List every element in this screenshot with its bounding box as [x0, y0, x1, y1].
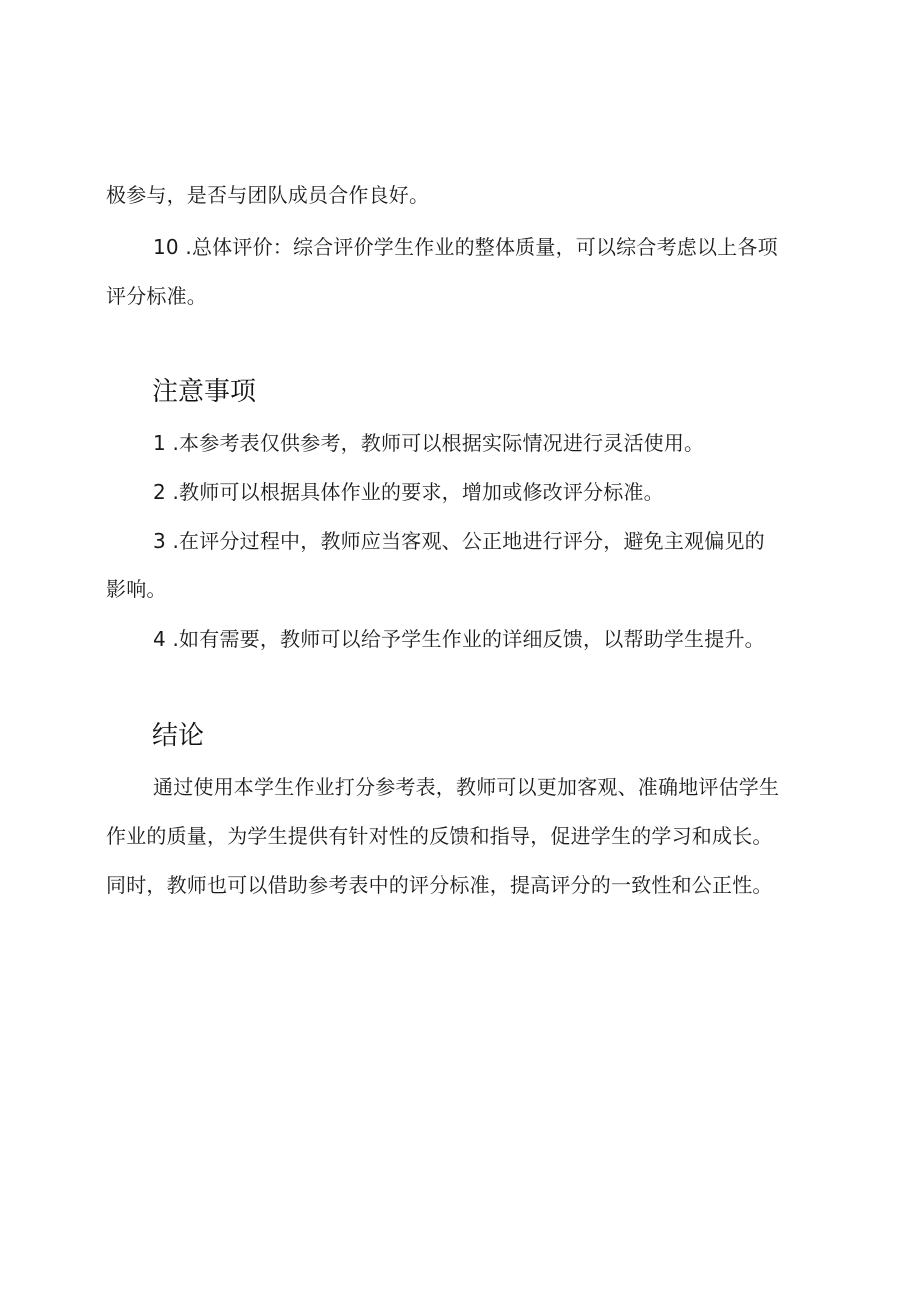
- conclusion-line-3: 同时，教师也可以借助参考表中的评分标准，提高评分的一致性和公正性。: [106, 873, 773, 897]
- conclusion-line-1: 通过使用本学生作业打分参考表，教师可以更加客观、准确地评估学生: [153, 775, 780, 799]
- notes-item-3-line-2: 影响。: [106, 577, 167, 601]
- item-10-line-1: 10 .总体评价：综合评价学生作业的整体质量，可以综合考虑以上各项: [153, 235, 778, 259]
- notes-item-3-line-1: 3 .在评分过程中，教师应当客观、公正地进行评分，避免主观偏见的: [153, 529, 765, 553]
- notes-item-4: 4 .如有需要，教师可以给予学生作业的详细反馈，以帮助学生提升。: [153, 627, 765, 651]
- notes-item-2: 2 .教师可以根据具体作业的要求，增加或修改评分标准。: [153, 480, 664, 504]
- conclusion-heading: 结论: [152, 721, 205, 751]
- continuation-text: 极参与，是否与团队成员合作良好。: [106, 183, 430, 207]
- item-10-line-2: 评分标准。: [106, 284, 207, 308]
- notes-heading: 注意事项: [152, 377, 257, 407]
- notes-item-1: 1 .本参考表仅供参考，教师可以根据实际情况进行灵活使用。: [153, 431, 705, 455]
- conclusion-line-2: 作业的质量，为学生提供有针对性的反馈和指导，促进学生的学习和成长。: [106, 824, 773, 848]
